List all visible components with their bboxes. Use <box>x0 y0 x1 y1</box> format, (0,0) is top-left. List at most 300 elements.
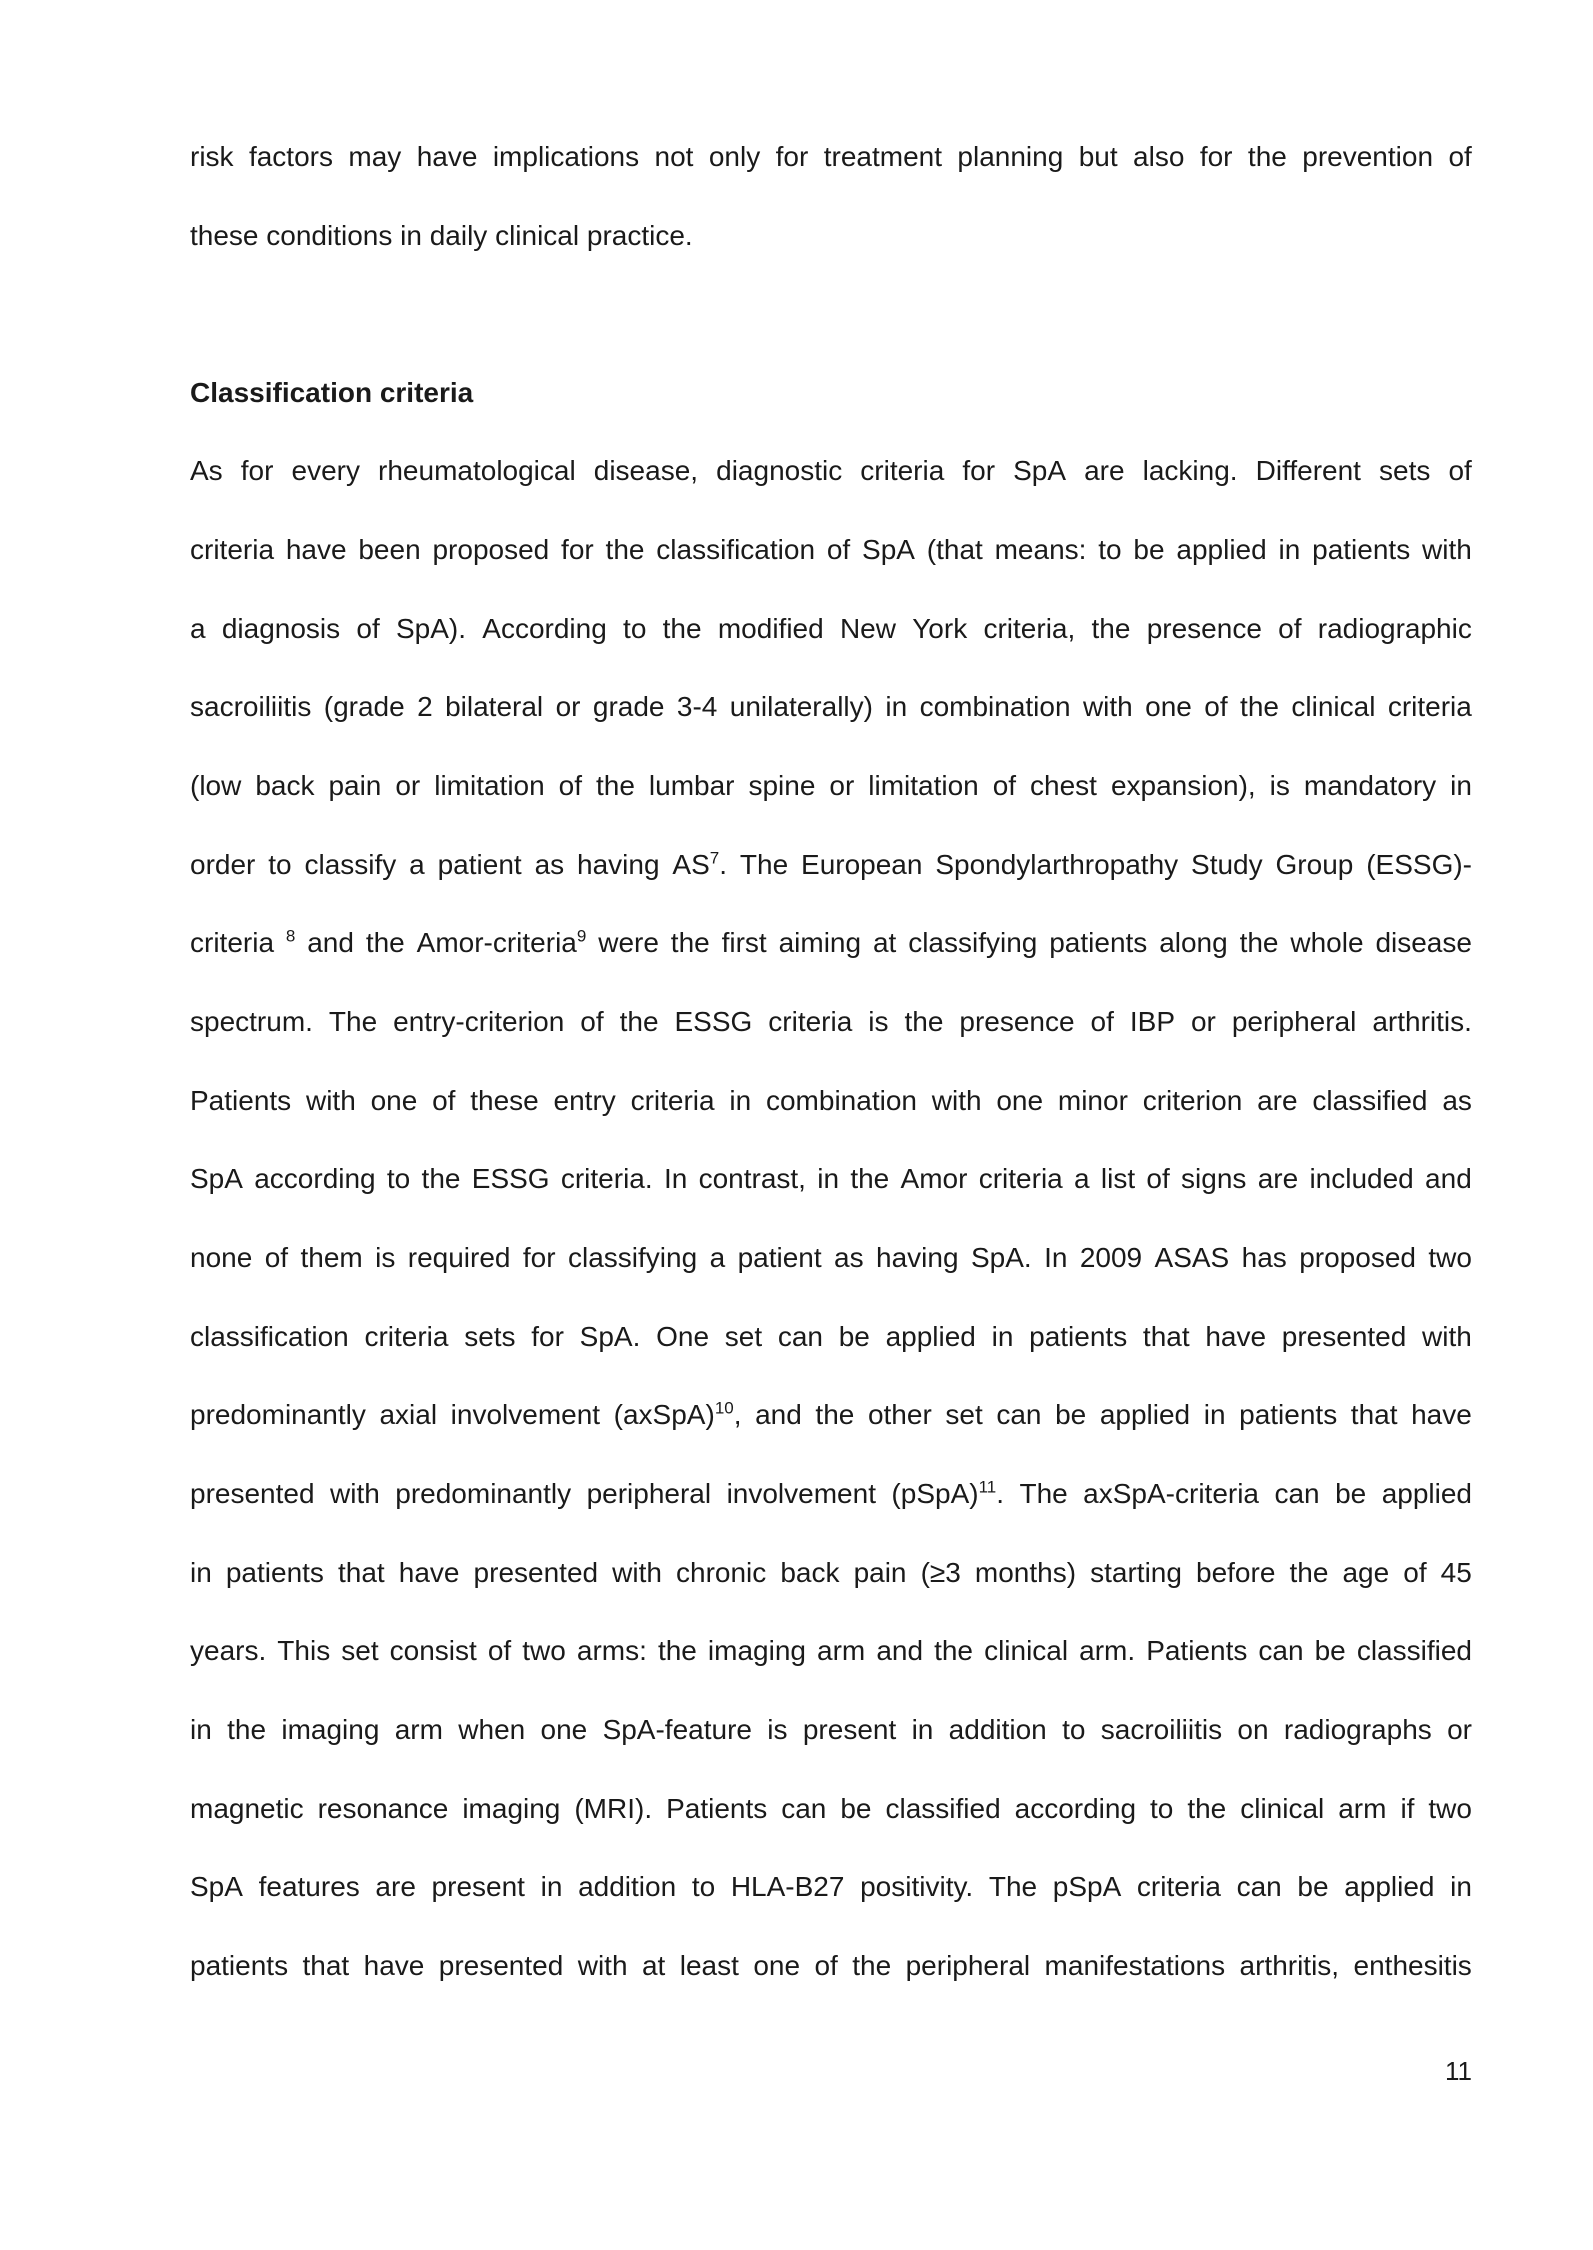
word: with <box>1082 691 1133 722</box>
word: with <box>1422 1321 1472 1352</box>
word: The <box>1019 1478 1068 1509</box>
word: risk <box>190 141 234 172</box>
word: the <box>815 1399 855 1430</box>
word: be <box>1297 1871 1329 1902</box>
word: of <box>1278 613 1302 644</box>
word: for <box>531 1321 564 1352</box>
word: SpA. <box>970 1242 1032 1273</box>
word: presence <box>1146 613 1262 644</box>
word: only <box>708 141 761 172</box>
word: radiographs <box>1283 1714 1432 1745</box>
word: been <box>358 534 421 565</box>
word: criteria <box>364 1321 449 1352</box>
word: expansion), <box>1110 770 1256 801</box>
word: 2009 <box>1079 1242 1143 1273</box>
word: patient <box>437 849 522 880</box>
word: of <box>826 534 851 565</box>
word: the <box>657 1635 697 1666</box>
section-heading: Classification criteria <box>190 377 474 408</box>
word: that <box>338 1557 385 1588</box>
text-line <box>190 454 1472 488</box>
word: addition <box>948 1714 1047 1745</box>
word: consist <box>389 1635 477 1666</box>
word: starting <box>1090 1557 1182 1588</box>
page-number: 11 <box>1445 2056 1472 2086</box>
word: entry-criterion <box>393 1006 565 1037</box>
word: months) <box>974 1557 1077 1588</box>
word: pSpA <box>1052 1871 1122 1902</box>
text-line <box>190 1241 1472 1275</box>
word: none <box>190 1242 253 1273</box>
word: arthritis, <box>1239 1950 1340 1981</box>
word: criteria <box>190 534 275 565</box>
word: patients <box>1312 534 1411 565</box>
word: of <box>1146 1163 1170 1194</box>
word: in <box>190 1714 212 1745</box>
word: have <box>398 1557 460 1588</box>
word: for <box>775 141 809 172</box>
word: peripheral <box>586 1478 712 1509</box>
word: criteria. <box>560 1163 653 1194</box>
word: patients <box>1239 1399 1338 1430</box>
word: is <box>767 1714 788 1745</box>
word: pain <box>328 770 382 801</box>
word: of <box>487 1635 512 1666</box>
word: aiming <box>778 927 862 958</box>
word: criteria <box>190 927 275 958</box>
word: along <box>1159 927 1228 958</box>
word: HLA-B27 <box>730 1871 845 1902</box>
word <box>286 926 295 960</box>
text-line <box>190 1949 1472 1983</box>
word: rheumatological <box>378 455 576 486</box>
word: In <box>1044 1242 1068 1273</box>
word: not <box>654 141 694 172</box>
word: required <box>407 1242 511 1273</box>
word: the <box>365 927 405 958</box>
word: every <box>291 455 360 486</box>
word: proposed <box>432 534 550 565</box>
word: Patients <box>190 1085 292 1116</box>
word: is <box>868 1006 889 1037</box>
text-line <box>190 1398 1472 1432</box>
word: be <box>1133 534 1165 565</box>
word: classified <box>1312 1085 1428 1116</box>
word: classified <box>1356 1635 1472 1666</box>
citation-superscript: 10 <box>714 1398 734 1418</box>
word: imaging <box>462 1793 561 1824</box>
word: in <box>885 691 908 722</box>
word: is <box>375 1242 396 1273</box>
word: 2 <box>417 691 433 722</box>
word: according <box>1014 1793 1137 1824</box>
word: before <box>1196 1557 1276 1588</box>
word: a <box>709 1242 726 1273</box>
word: set <box>341 1635 379 1666</box>
word: with <box>931 1085 982 1116</box>
word: that <box>1142 1321 1190 1352</box>
word: grade <box>592 691 665 722</box>
word: a <box>1074 1163 1090 1194</box>
word: to <box>1062 1714 1086 1745</box>
word: first <box>721 927 767 958</box>
word: have <box>1205 1321 1267 1352</box>
word: arm <box>1338 1793 1387 1824</box>
word: arm. <box>1079 1635 1136 1666</box>
word: order <box>190 849 256 880</box>
word: spectrum. <box>190 1006 313 1037</box>
text-line <box>190 1792 1472 1826</box>
word: (MRI). <box>574 1793 653 1824</box>
word: Patients <box>1146 1635 1248 1666</box>
word: entry <box>553 1085 616 1116</box>
word: SpA). <box>396 613 467 644</box>
word: whole <box>1290 927 1364 958</box>
word: In <box>663 1163 688 1194</box>
word: classified <box>885 1793 1001 1824</box>
word: the <box>1239 927 1279 958</box>
word: prevention <box>1302 141 1434 172</box>
word: York <box>912 613 968 644</box>
word: the <box>1240 691 1279 722</box>
word: with <box>330 1478 380 1509</box>
text-line: these conditions in daily clinical practice. <box>190 220 693 251</box>
word: combination <box>919 691 1071 722</box>
word: 45 <box>1440 1557 1472 1588</box>
word: of <box>1090 1006 1114 1037</box>
word: Patients <box>666 1793 768 1824</box>
word: the <box>852 1950 892 1981</box>
word: This <box>277 1635 331 1666</box>
word: $AS^7$. <box>672 848 728 880</box>
word: also <box>1133 141 1185 172</box>
word: for <box>962 455 996 486</box>
word: limitation <box>868 770 979 801</box>
word: and <box>876 1635 924 1666</box>
word: SpA <box>190 1871 243 1902</box>
word: with <box>577 1950 628 1981</box>
word: and <box>1425 1163 1472 1194</box>
word: Group <box>1275 849 1354 880</box>
word: that <box>302 1950 350 1981</box>
word: implications <box>492 141 640 172</box>
word: with <box>612 1557 662 1588</box>
word: of <box>1403 1557 1427 1588</box>
word: in <box>190 1557 212 1588</box>
text-line <box>190 533 1472 567</box>
word: two <box>1428 1242 1472 1273</box>
word: disease, <box>593 455 699 486</box>
word: as <box>1442 1085 1472 1116</box>
word: enthesitis <box>1353 1950 1472 1981</box>
word: of <box>1448 455 1472 486</box>
word: of <box>580 1006 604 1037</box>
word: minor <box>1057 1085 1128 1116</box>
text-line <box>190 140 1472 174</box>
word: factors <box>248 141 333 172</box>
word: present <box>431 1871 525 1902</box>
word: have <box>285 534 347 565</box>
word: features <box>258 1871 360 1902</box>
text-line <box>190 926 1472 960</box>
word: radiographic <box>1317 613 1472 644</box>
word: back <box>255 770 315 801</box>
word: be <box>1314 1635 1346 1666</box>
word: have <box>1411 1399 1472 1430</box>
word: treatment <box>823 141 943 172</box>
word: but <box>1078 141 1118 172</box>
word: One <box>656 1321 710 1352</box>
word: predominantly <box>395 1478 572 1509</box>
word: criteria <box>978 1163 1063 1194</box>
word: be <box>1335 1478 1367 1509</box>
text-line <box>190 1084 1472 1118</box>
word: of <box>814 1950 838 1981</box>
word: or <box>395 770 421 801</box>
word: and <box>307 927 354 958</box>
word: 3-4 <box>676 691 718 722</box>
word: are <box>375 1871 416 1902</box>
word: criteria <box>860 455 945 486</box>
text-line <box>190 1634 1472 1668</box>
word: the <box>662 613 702 644</box>
word: the <box>227 1714 267 1745</box>
word: of <box>992 770 1017 801</box>
word: Spondylarthropathy <box>935 849 1179 880</box>
word: sacroiliitis <box>1100 1714 1223 1745</box>
word: presence <box>959 1006 1075 1037</box>
word: one <box>370 1085 418 1116</box>
word: for <box>1199 141 1233 172</box>
word: the <box>1289 1557 1329 1588</box>
word: can <box>996 1399 1042 1430</box>
word: addition <box>578 1871 677 1902</box>
word: presented <box>190 1478 315 1509</box>
text-line <box>190 1477 1472 1511</box>
word: presented <box>1281 1321 1407 1352</box>
word: one <box>540 1714 588 1745</box>
word: spine <box>748 770 816 801</box>
word: list <box>1100 1163 1136 1194</box>
word: imaging <box>281 1714 380 1745</box>
word: presented <box>438 1950 564 1981</box>
word: can <box>1236 1871 1282 1902</box>
word: disease <box>1375 927 1472 958</box>
word: sets <box>464 1321 516 1352</box>
word: arm <box>817 1635 866 1666</box>
word: can <box>777 1321 823 1352</box>
word: means: <box>994 534 1087 565</box>
word: criterion <box>1142 1085 1243 1116</box>
word: to <box>691 1871 716 1902</box>
word: predominantly <box>190 1399 366 1430</box>
word: in <box>1278 534 1301 565</box>
word: in <box>817 1163 840 1194</box>
word: to <box>1098 534 1122 565</box>
word: two <box>1428 1793 1472 1824</box>
word: can <box>781 1793 827 1824</box>
word: in <box>911 1714 934 1745</box>
word: resonance <box>317 1793 449 1824</box>
word: classifying <box>908 927 1038 958</box>
word: or <box>1190 1006 1216 1037</box>
word: or <box>555 691 581 722</box>
word: (ESSG)- <box>1366 849 1472 880</box>
word: lumbar <box>648 770 735 801</box>
word: imaging <box>707 1635 806 1666</box>
text-line <box>190 690 1472 724</box>
text-line <box>190 612 1472 646</box>
word: axSpA-criteria <box>1083 1478 1260 1509</box>
word: manifestations <box>1044 1950 1226 1981</box>
word: for <box>522 1242 556 1273</box>
word: diagnostic <box>716 455 843 486</box>
word: age <box>1342 1557 1390 1588</box>
word: (grade <box>323 691 405 722</box>
word: magnetic <box>190 1793 304 1824</box>
word: as <box>834 1242 864 1273</box>
citation-superscript: 8 <box>285 926 296 946</box>
word: criteria <box>1387 691 1472 722</box>
word: (low <box>190 770 242 801</box>
word: for <box>240 455 274 486</box>
word: clinical <box>1291 691 1376 722</box>
word: patients <box>1029 1321 1128 1352</box>
word: in <box>540 1871 563 1902</box>
word: proposed <box>1299 1242 1416 1273</box>
word: classification <box>190 1321 349 1352</box>
word: in <box>729 1085 752 1116</box>
word: pain <box>853 1557 907 1588</box>
word: to <box>386 1163 411 1194</box>
word: were <box>598 927 659 958</box>
word: be <box>838 1321 870 1352</box>
word: years. <box>190 1635 267 1666</box>
word: of <box>558 770 583 801</box>
word: ESSG <box>674 1006 753 1037</box>
word: IBP <box>1129 1006 1175 1037</box>
word: As <box>190 455 223 486</box>
word: back <box>780 1557 840 1588</box>
word: set <box>724 1321 763 1352</box>
word: peripheral <box>1231 1006 1357 1037</box>
word: planning <box>957 141 1064 172</box>
word: chest <box>1030 770 1097 801</box>
word: to <box>623 613 647 644</box>
word: in <box>1450 1871 1472 1902</box>
word: criteria, <box>983 613 1076 644</box>
word: two <box>522 1635 566 1666</box>
word: having <box>577 849 660 880</box>
word: of <box>356 613 380 644</box>
word: SpA <box>862 534 915 565</box>
word: criteria <box>768 1006 853 1037</box>
word: arm <box>394 1714 443 1745</box>
word: these <box>470 1085 539 1116</box>
word: that <box>1350 1399 1398 1430</box>
word: one <box>996 1085 1044 1116</box>
word: involvement <box>726 1478 876 1509</box>
word: to <box>1150 1793 1174 1824</box>
word: to <box>268 849 292 880</box>
word: or <box>1447 1714 1472 1745</box>
word: as <box>534 849 565 880</box>
word: having <box>876 1242 959 1273</box>
word: Different <box>1255 455 1361 486</box>
word: Amor-criteria$^9$ <box>416 926 587 958</box>
word: positivity. <box>860 1871 974 1902</box>
word: the <box>1247 141 1287 172</box>
word: applied <box>1381 1478 1472 1509</box>
word: other <box>867 1399 932 1430</box>
word: has <box>1241 1242 1287 1273</box>
word: present <box>802 1714 897 1745</box>
word: may <box>348 141 402 172</box>
word: The <box>739 849 789 880</box>
text-line <box>190 1320 1472 1354</box>
word: SpA. <box>579 1321 641 1352</box>
word: clinical <box>1240 1793 1325 1824</box>
word: classify <box>304 849 397 880</box>
word: (that <box>926 534 983 565</box>
word: ASAS <box>1154 1242 1230 1273</box>
word: of <box>1448 141 1472 172</box>
word: if <box>1400 1793 1415 1824</box>
word: involvement <box>450 1399 601 1430</box>
word: the <box>421 1163 461 1194</box>
word: the <box>904 1006 944 1037</box>
word: applied <box>1099 1399 1191 1430</box>
word: the <box>1187 1793 1227 1824</box>
word: at <box>641 1950 666 1981</box>
citation-superscript: 9 <box>576 926 587 946</box>
word: and <box>755 1399 802 1430</box>
citation-superscript: 7 <box>709 848 720 868</box>
word: be <box>1055 1399 1087 1430</box>
word: patients <box>190 1950 289 1981</box>
word: included <box>1309 1163 1414 1194</box>
word: of <box>1204 691 1228 722</box>
word: with <box>1422 534 1472 565</box>
word: applied <box>1176 534 1267 565</box>
word: European <box>801 849 923 880</box>
word: applied <box>885 1321 976 1352</box>
word: are <box>1084 455 1125 486</box>
word: in <box>991 1321 1014 1352</box>
word: is <box>1269 770 1290 801</box>
word: the <box>596 770 635 801</box>
word: clinical <box>984 1635 1069 1666</box>
word: ESSG <box>471 1163 550 1194</box>
word: be <box>840 1793 872 1824</box>
word: criteria <box>630 1085 715 1116</box>
word: SpA <box>1013 455 1067 486</box>
word: signs <box>1181 1163 1247 1194</box>
word: (≥3 <box>920 1557 961 1588</box>
word: are <box>1257 1085 1298 1116</box>
word: peripheral <box>905 1950 1031 1981</box>
word: bilateral <box>445 691 544 722</box>
text-line <box>190 848 1472 882</box>
citation-superscript: 11 <box>978 1477 997 1497</box>
word: one <box>753 1950 801 1981</box>
word: for <box>561 534 594 565</box>
word: according <box>254 1163 376 1194</box>
word: have <box>416 141 478 172</box>
word: The <box>988 1871 1038 1902</box>
word: a <box>190 613 206 644</box>
word: Study <box>1191 849 1263 880</box>
